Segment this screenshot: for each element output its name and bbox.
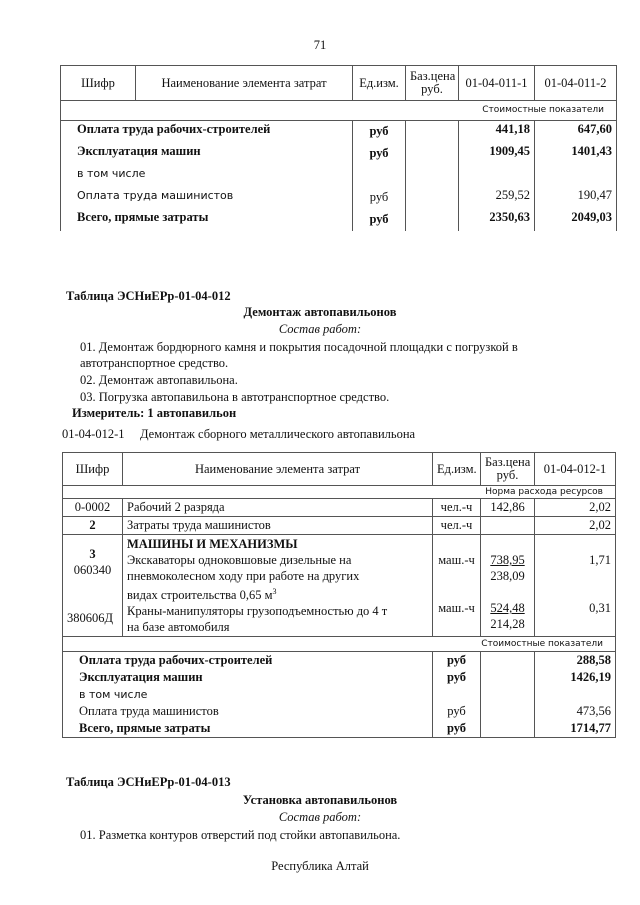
row-name: Оплата труда машинистов	[61, 187, 353, 209]
footer-region: Республика Алтай	[271, 859, 369, 873]
row-value: 2,02	[535, 517, 616, 535]
row-code: 0-0002	[63, 499, 123, 517]
row-value: 2,02	[535, 499, 616, 517]
item-code: 01-04-012-1	[62, 427, 125, 441]
table-row	[61, 165, 617, 187]
header-base-price: Баз.цена руб.	[406, 66, 459, 101]
row-base-wage: 238,09	[490, 569, 525, 583]
work-step: 03. Погрузка автопавильона в автотранспортное средство.	[80, 390, 390, 404]
row-base	[406, 187, 459, 209]
row-unit: руб	[353, 187, 406, 209]
header-base-price: Баз.цена руб.	[481, 453, 535, 486]
table-row	[63, 499, 616, 517]
header-col1: 01-04-011-1	[459, 66, 535, 101]
row-base: 142,86	[481, 499, 535, 517]
section-resource-norms: Норма расхода ресурсов	[63, 486, 616, 499]
composition-label: Состав работ:	[278, 322, 362, 336]
page-number: 71	[313, 38, 327, 52]
row-value: 1714,77	[535, 720, 616, 738]
row-code: 060340	[73, 562, 112, 577]
row-base	[481, 703, 535, 720]
superscript: 3	[272, 587, 277, 596]
row-base-price: 738,95	[490, 553, 525, 567]
work-step: 02. Демонтаж автопавильона.	[80, 373, 238, 387]
row-base	[481, 686, 535, 703]
row-value-1: 441,18	[459, 121, 535, 143]
table-row	[63, 652, 616, 670]
header-col2: 01-04-011-2	[535, 66, 617, 101]
row-value-2: 647,60	[535, 121, 617, 143]
table-row	[63, 720, 616, 738]
table-row	[61, 209, 617, 231]
row-value: 288,58	[535, 652, 616, 670]
row-name: в том числе	[61, 165, 353, 187]
row-unit: маш.-ч	[438, 601, 475, 615]
row-value: 1,71	[589, 553, 611, 567]
row-value-2: 2049,03	[535, 209, 617, 231]
row-unit	[353, 165, 406, 187]
row-value-2	[535, 165, 617, 187]
work-step: автотранспортное средство.	[80, 356, 229, 370]
row-name: Краны-манипуляторы грузоподъемностью до 4 т на базе автомобиля	[127, 604, 388, 635]
row-code: 3	[89, 546, 96, 561]
table-row	[63, 686, 616, 703]
header-col1: 01-04-012-1	[535, 453, 616, 486]
row-name: в том числе	[63, 686, 433, 703]
row-value-1: 1909,45	[459, 143, 535, 165]
row-base	[481, 652, 535, 670]
row-name: Рабочий 2 разряда	[123, 499, 433, 517]
row-base	[406, 143, 459, 165]
table-title: Таблица ЭСНиЕРр-01-04-013	[66, 775, 231, 789]
row-unit: чел.-ч	[433, 499, 481, 517]
row-base	[481, 720, 535, 738]
row-base	[481, 669, 535, 686]
resource-table-01-04-012	[62, 452, 616, 738]
header-code: Шифр	[61, 66, 136, 101]
section-heading: Демонтаж автопавильонов	[243, 305, 397, 319]
header-unit: Ед.изм.	[433, 453, 481, 486]
row-value-2: 1401,43	[535, 143, 617, 165]
table-row	[63, 669, 616, 686]
row-unit: руб	[433, 703, 481, 720]
header-unit: Ед.изм.	[353, 66, 406, 101]
table-row	[61, 187, 617, 209]
row-unit: руб	[353, 143, 406, 165]
header-name: Наименование элемента затрат	[136, 66, 353, 101]
table-row	[61, 121, 617, 143]
row-code: 380606Д	[66, 610, 114, 625]
row-name: Эксплуатация машин	[63, 669, 433, 686]
header-code: Шифр	[63, 453, 123, 486]
work-step: 01. Разметка контуров отверстий под стойки автопавильона.	[80, 828, 401, 842]
row-base	[406, 165, 459, 187]
row-name: Оплата труда машинистов	[63, 703, 433, 720]
row-name: Всего, прямые затраты	[61, 209, 353, 231]
section-cost-indicators: Стоимостные показатели	[61, 101, 617, 121]
row-name: Эксплуатация машин	[61, 143, 353, 165]
row-name: МАШИНЫ И МЕХАНИЗМЫ	[127, 537, 298, 551]
row-name: Оплата труда рабочих-строителей	[63, 652, 433, 670]
row-name: Экскаваторы одноковшовые дизельные на пневмоколесном ходу при работе на других видах строительства 0,65 м	[127, 553, 360, 603]
composition-label: Состав работ:	[278, 810, 362, 824]
table-row	[63, 517, 616, 535]
row-value: 1426,19	[535, 669, 616, 686]
row-base	[481, 517, 535, 535]
cost-table-01-04-011	[60, 65, 617, 231]
table-row	[61, 143, 617, 165]
section-cost-indicators: Стоимостные показатели	[63, 637, 616, 652]
row-base	[406, 121, 459, 143]
row-value: 473,56	[535, 703, 616, 720]
row-unit: руб	[433, 652, 481, 670]
row-unit: чел.-ч	[433, 517, 481, 535]
row-name: Оплата труда рабочих-строителей	[61, 121, 353, 143]
section-heading: Установка автопавильонов	[242, 793, 398, 807]
table-row-machines	[63, 535, 616, 637]
meter: Измеритель: 1 автопавильон	[72, 406, 237, 420]
row-value-1	[459, 165, 535, 187]
row-value-1: 2350,63	[459, 209, 535, 231]
work-step: 01. Демонтаж бордюрного камня и покрытия посадочной площадки с погрузкой в	[80, 340, 518, 354]
row-unit: руб	[433, 720, 481, 738]
item-description: Демонтаж сборного металлического автопавильона	[140, 427, 416, 441]
row-value	[535, 686, 616, 703]
row-base-price: 524,48	[490, 601, 525, 615]
row-name: Затраты труда машинистов	[123, 517, 433, 535]
row-unit: руб	[353, 209, 406, 231]
row-value-1: 259,52	[459, 187, 535, 209]
table-row	[63, 703, 616, 720]
row-value: 0,31	[589, 601, 611, 615]
row-base	[406, 209, 459, 231]
row-unit: маш.-ч	[438, 553, 475, 567]
row-value-2: 190,47	[535, 187, 617, 209]
row-unit	[433, 686, 481, 703]
row-unit: руб	[353, 121, 406, 143]
table-title: Таблица ЭСНиЕРр-01-04-012	[66, 289, 231, 303]
header-name: Наименование элемента затрат	[123, 453, 433, 486]
row-name: Всего, прямые затраты	[63, 720, 433, 738]
row-code: 2	[63, 517, 123, 535]
row-base-wage: 214,28	[490, 617, 525, 631]
row-unit: руб	[433, 669, 481, 686]
